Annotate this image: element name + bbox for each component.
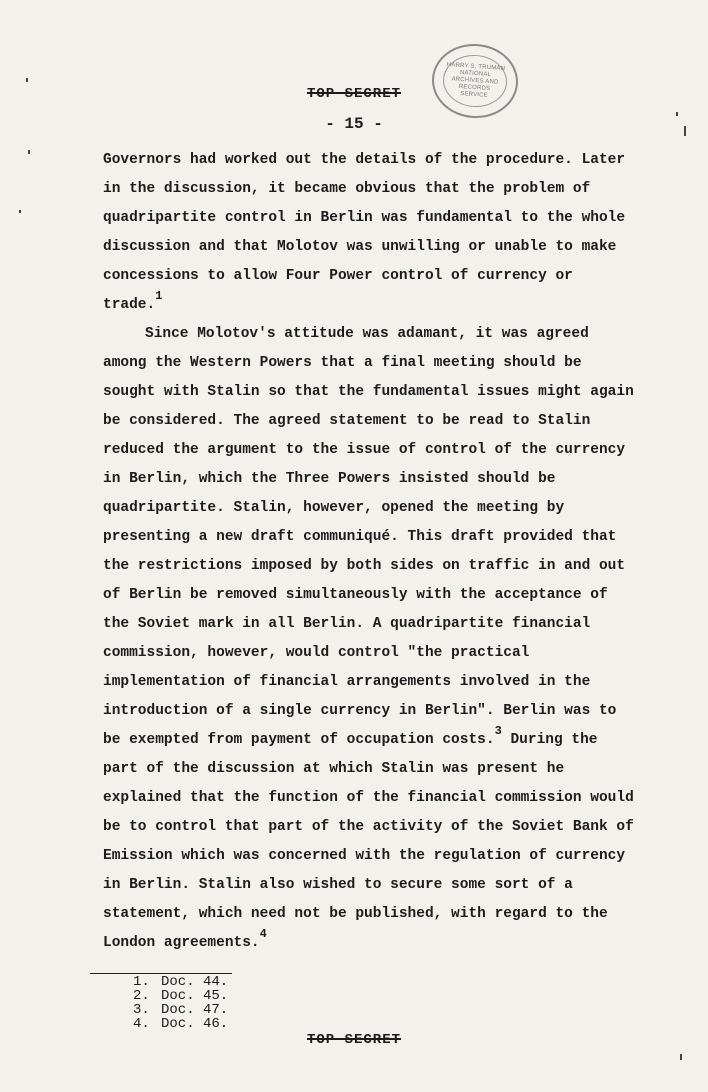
footnote-item (133, 975, 228, 989)
footnote-text: Doc. 45. (161, 988, 229, 1004)
paragraph-2-text-a: Since Molotov's attitude was adamant, it was agreed among the Western Powers that a final meeting should be sought with Stalin so that the fundamental issues might again be considered. The agreed statement to be read to Stalin reduced the argument to the issue of control of the currency in Berlin, which the Three Powers insisted should be quadripartite. Stalin, however, opened the meeting by presenting a new draft communiqué. This draft provided that the restrictions imposed by both sides on traffic in and out of Berlin be removed simultaneously with the acceptance of the Soviet mark in all Berlin. A quadripartite financial commission, however, would control "the practical implementation of financial arrangements involved in the introduction of a single currency in Berlin". Berlin was to be exempted from payment of occupation costs. (103, 326, 634, 748)
footnote-ref: 1 (155, 289, 163, 303)
classification-text: TOP SECRET (306, 86, 401, 102)
margin-mark (684, 126, 686, 136)
paragraph-1-text: Governors had worked out the details of the procedure. Later in the discussion, it became obvious that the problem of quadripartite control in Berlin was fundamental to the whole discussion and that Molotov was unwilling or unable to make concessions to allow Four Power control of currency or trade. (103, 152, 626, 313)
margin-mark (28, 150, 30, 154)
footnotes (133, 975, 228, 1031)
margin-mark (680, 1054, 682, 1060)
paragraph-2 (103, 320, 638, 958)
stamp-line: SERVICE (460, 90, 489, 99)
classification-text: TOP SECRET (306, 1032, 401, 1048)
footnote-text: Doc. 46. (161, 1016, 229, 1032)
footnote-item (133, 1003, 228, 1017)
margin-mark (26, 78, 28, 82)
footnote-number: 2. (133, 988, 150, 1004)
paragraph-1 (103, 146, 638, 320)
footnote-number: 4. (133, 1016, 150, 1032)
stamp-line: RECORDS (458, 83, 491, 92)
footnote-number: 3. (133, 1002, 150, 1018)
archives-stamp (430, 41, 521, 121)
margin-mark (19, 210, 21, 213)
stamp-line: ARCHIVES AND (451, 75, 499, 86)
page-number: - 15 - (325, 115, 383, 133)
footnote-item (133, 989, 228, 1003)
stamp-line: NATIONAL (459, 69, 492, 78)
stamp-line: HARRY S. TRUMAN (446, 61, 506, 72)
bottom-classification (0, 1032, 708, 1048)
footnote-ref: 3 (494, 724, 502, 738)
footnote-item (133, 1017, 228, 1031)
footnote-number: 1. (133, 974, 150, 990)
margin-mark (676, 112, 678, 116)
body-text (103, 146, 638, 958)
top-classification (0, 86, 708, 102)
paragraph-2-text-b: During the part of the discussion at which Stalin was present he explained that the function of the financial commission would be to control that part of the activity of the Soviet Bank of Emission which was concerned with the regulation of currency in Berlin. Stalin also wished to secure some sort of a statement, which need not be published, with regard to the London agreements. (103, 732, 634, 951)
footnote-text: Doc. 44. (161, 974, 229, 990)
footnote-ref: 4 (259, 927, 267, 941)
footnote-text: Doc. 47. (161, 1002, 229, 1018)
